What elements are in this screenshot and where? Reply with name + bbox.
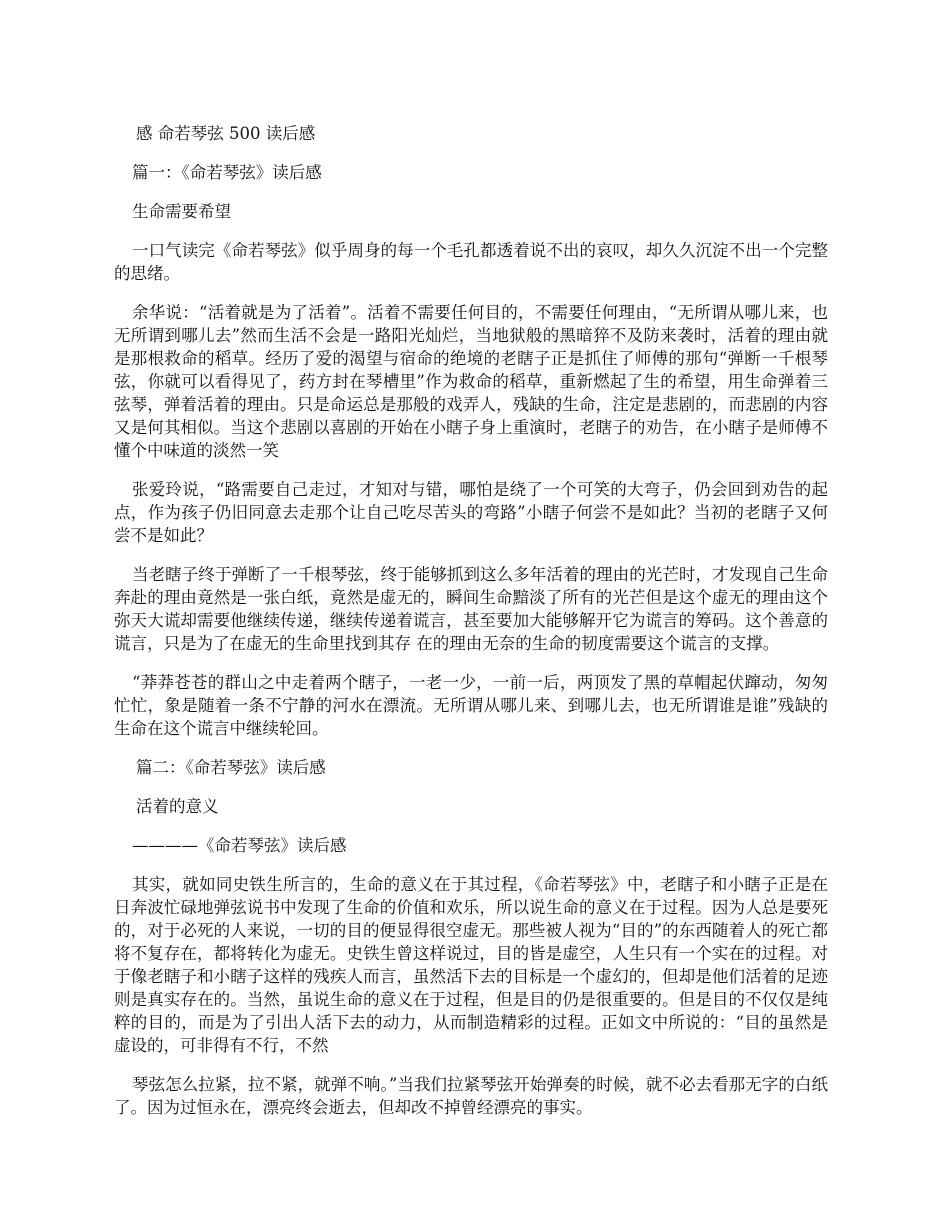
paragraph-6: 其实，就如同史铁生所言的，生命的意义在于其过程，《命若琴弦》中，老瞎子和小瞎子正是在日奔波忙碌地弹弦说书中发现了生命的价值和欢乐，所以说生命的意义在于过程。因为人总是要死的，对于必死的人来说，一切的目的便显得很空虚无。那些被人视为“目的”的东西随着人的死亡都将不复存在，都将转化为虚无。史铁生曾这样说过，目的皆是虚空，人生只有一个实在的过程。对于像老瞎子和小瞎子这样的残疾人而言，虽然活下去的目标是一个虚幻的，但却是他们活着的足迹则是真实存在的。当然，虽说生命的意义在于过程，但是目的仍是很重要的。但是目的不仅仅是纯粹的目的，而是为了引出人活下去的动力，从而制造精彩的过程。正如文中所说的：“目的虽然是虚设的，可非得有不行，不然 <box>114 875 828 1055</box>
document-title: 感 命若琴弦 500 读后感 <box>136 124 316 143</box>
paragraph-4: 当老瞎子终于弹断了一千根琴弦，终于能够抓到这么多年活着的理由的光芒时，才发现自己生命奔赴的理由竟然是一张白纸，竟然是虚无的，瞬间生命黯淡了所有的光芒但是这个虚无的理由这个弥天大谎却需要他继续传递，继续传递着谎言，甚至要加大能够解开它为谎言的筹码。这个善意的谎言，只是为了在虚无的生命里找到其存 在的理由无奈的生命的韧度需要这个谎言的支撑。 <box>114 565 828 653</box>
paragraph-1: 一口气读完《命若琴弦》似乎周身的每一个毛孔都透着说不出的哀叹，却久久沉淀不出一个完整的思绪。 <box>114 241 828 283</box>
part2-dash-title: ————《命若琴弦》读后感 <box>132 836 347 855</box>
part2-heading: 篇二：《命若琴弦》读后感 <box>136 758 326 777</box>
part1-subheading: 生命需要希望 <box>132 202 231 221</box>
paragraph-3: 张爱玲说，“路需要自己走过，才知对与错，哪怕是绕了一个可笑的大弯子，仍会回到劝告的起点，作为孩子仍旧同意去走那个让自己吃尽苦头的弯路”小瞎子何尝不是如此？当初的老瞎子又何尝不是如此？ <box>114 480 828 545</box>
part1-heading: 篇一：《命若琴弦》读后感 <box>132 163 322 182</box>
paragraph-2: 余华说：“活着就是为了活着”。活着不需要任何目的，不需要任何理由，“无所谓从哪儿来，也无所谓到哪儿去”然而生活不会是一路阳光灿烂，当地狱般的黑暗猝不及防来袭时，活着的理由就是那根救命的稻草。经历了爱的渴望与宿命的绝境的老瞎子正是抓住了师傅的那句“弹断一千根琴弦，你就可以看得见了，药方封在琴槽里”作为救命的稻草，重新燃起了生的希望，用生命弹着三弦琴，弹着活着的理由。只是命运总是那般的戏弄人，残缺的生命，注定是悲剧的，而悲剧的内容又是何其相似。当这个悲剧以喜剧的开始在小瞎子身上重演时，老瞎子的劝告，在小瞎子是师傅不懂个中味道的淡然一笑 <box>114 303 828 460</box>
document-page <box>114 122 828 1135</box>
paragraph-5: “莽莽苍苍的群山之中走着两个瞎子，一老一少，一前一后，两顶发了黑的草帽起伏蹿动，匆匆忙忙，象是随着一条不宁静的河水在漂流。无所谓从哪儿来、到哪儿去，也无所谓谁是谁”残缺的生命在这个谎言中继续轮回。 <box>114 673 828 738</box>
part2-subheading: 活着的意义 <box>136 797 219 816</box>
paragraph-7: 琴弦怎么拉紧，拉不紧，就弹不响。”当我们拉紧琴弦开始弹奏的时候，就不必去看那无字的白纸了。因为过恒永在，漂亮终会逝去，但却改不掉曾经漂亮的事实。 <box>114 1075 828 1117</box>
